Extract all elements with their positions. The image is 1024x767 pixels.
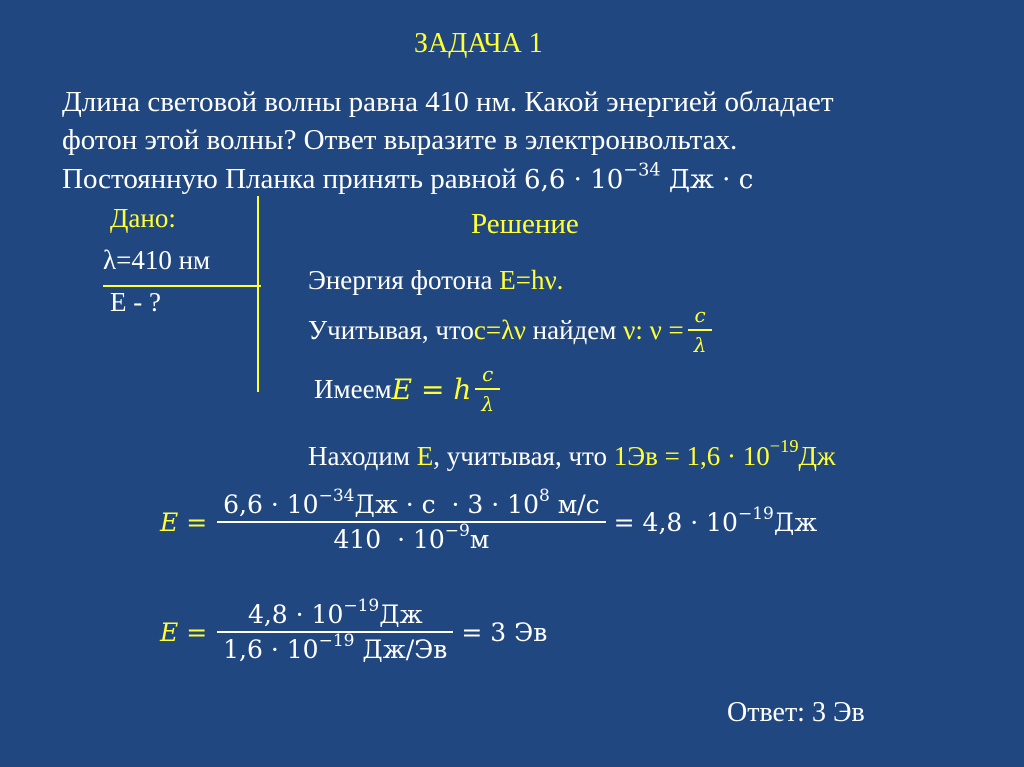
condition-line-3 [62, 160, 754, 196]
energy-line: Энергия фотона E=hν. [308, 265, 564, 295]
given-header: Дано: [110, 203, 176, 233]
given-unknown: E - ? [110, 287, 161, 317]
calc-1-fraction: $\frac{6,6 \cdot 10^{-34}Дж \cdot с \cdot 3 \cdot 10^8 м/с}{410 \cdot 10^{-9}м}$ [217, 490, 605, 554]
given-lambda: λ=410 нм [103, 245, 211, 275]
have-line: ИмеемE = h $\frac{c}{\lambda}$ [314, 362, 504, 416]
condition-line-2: фотон этой волны? Ответ выразите в электронвольтах. [62, 124, 738, 156]
considering-line: Учитывая, чтоc=λν найдем ν: ν = $\frac{c}{\lambda}$ [308, 303, 716, 357]
condition-line-1: Длина световой волны равна 410 нм. Какой энергией обладает [62, 86, 834, 118]
h-c-over-lambda-fraction: $\frac{c}{\lambda}$ [475, 362, 500, 416]
solution-header: Решение [471, 208, 579, 240]
calc-1 [160, 486, 818, 554]
energy-formula: E=hν. [499, 265, 564, 295]
condition-line-3-text: Постоянную Планка принять равной [62, 163, 525, 195]
calc-2 [160, 596, 548, 664]
find-e-line: Находим E, учитывая, что $1Эв = 1,6 \cdot 10^{-19}Дж$ [308, 436, 836, 471]
calc-1-result: = $4,8 \cdot 10^{-19}Дж$ [613, 503, 818, 537]
slide-title: ЗАДАЧА 1 [414, 28, 543, 59]
answer: Ответ: 3 Эв [727, 697, 865, 728]
calc-2-result: = 3 Эв [461, 617, 548, 647]
planck-value: $6,6 \cdot 10^{-34}$ Дж · с [524, 160, 754, 195]
calc-1-lhs: E = [160, 507, 208, 537]
calc-2-fraction: $\frac{4,8 \cdot 10^{-19}Дж}{1,6 \cdot 10^{-19} Дж/Эв}$ [217, 600, 453, 664]
ev-definition: $1Эв = 1,6 \cdot 10^{-19}Дж$ [613, 436, 836, 471]
nu-fraction: $\frac{c}{\lambda}$ [688, 303, 713, 357]
given-divider-vertical [257, 196, 259, 392]
calc-2-lhs: E = [160, 617, 208, 647]
